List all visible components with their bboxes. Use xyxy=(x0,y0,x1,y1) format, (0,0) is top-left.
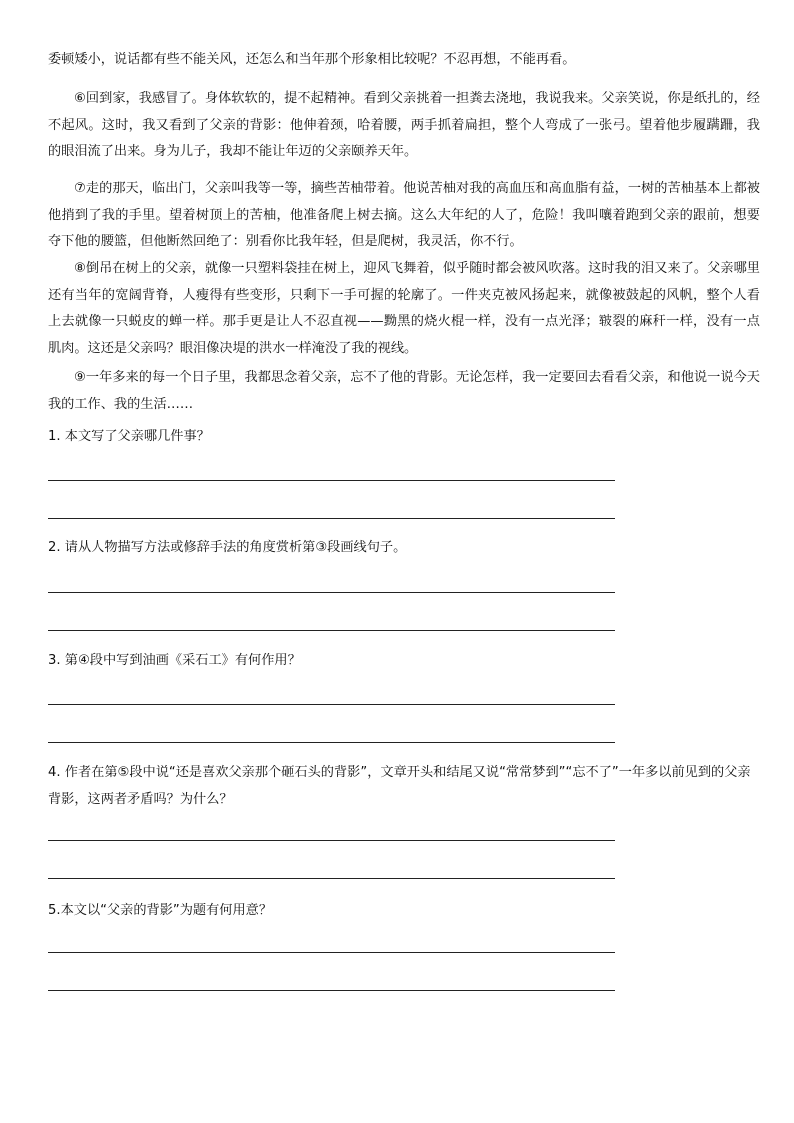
question-3: 3. 第④段中写到油画《采石工》有何作用？ xyxy=(48,653,301,668)
question-4: 4. 作者在第⑤段中说“还是喜欢父亲那个砸石头的背影”，文章开头和结尾又说“常常梦到”“忘不了”一年多以前见到的父亲背影，这两者矛盾吗？为什么？ xyxy=(48,765,751,807)
question-2: 2. 请从人物描写方法或修辞手法的角度赏析第③段画线句子。 xyxy=(48,540,407,555)
answer-line[interactable] xyxy=(48,742,615,743)
answer-line[interactable] xyxy=(48,518,615,519)
answer-line[interactable] xyxy=(48,952,615,953)
passage-paragraph-6 xyxy=(48,86,760,166)
paragraph-6-text: ⑥回到家，我感冒了。身体软软的，提不起精神。看到父亲挑着一担粪去浇地，我说我来。父亲笑说，你是纸扎的，经不起风。这时，我又看到了父亲的背影：他伸着颈，哈着腰，两手抓着扁担，整个人弯成了一张弓。望着他步履蹒跚，我的眼泪流了出来。身为儿子，我却不能让年迈的父亲颐养天年。 xyxy=(48,91,760,159)
paragraph-7-text: ⑦走的那天，临出门，父亲叫我等一等，摘些苦柚带着。他说苦柚对我的高血压和高血脂有益，一树的苦柚基本上都被他捎到了我的手里。望着树顶上的苦柚，他准备爬上树去摘。这么大年纪的人了，危险！我叫嚷着跑到父亲的跟前，想要夺下他的腰篮，但他断然回绝了：别看你比我年轻，但是爬树，我灵活，你不行。 xyxy=(48,181,760,249)
question-5: 5.本文以“父亲的背影”为题有何用意？ xyxy=(48,903,273,918)
answer-line[interactable] xyxy=(48,704,615,705)
answer-line[interactable] xyxy=(48,480,615,481)
paragraph-8-text: ⑧倒吊在树上的父亲，就像一只塑料袋挂在树上，迎风飞舞着，似乎随时都会被风吹落。这时我的泪又来了。父亲哪里还有当年的宽阔背脊，人瘦得有些变形，只剩下一手可握的轮廓了。一件夹克被风扬起来，就像被鼓起的风帆，整个人看上去就像一只蜕皮的蝉一样。那手更是让人不忍直视——黝黑的烧火棍一样，没有一点光泽；皲裂的麻秆一样，没有一点肌肉。这还是父亲吗？眼泪像决堤的洪水一样淹没了我的视线。 xyxy=(48,261,760,356)
passage-paragraph-continued: 委顿矮小，说话都有些不能关风，还怎么和当年那个形象相比较呢？不忍再想，不能再看。 xyxy=(48,52,576,67)
answer-line[interactable] xyxy=(48,840,615,841)
answer-line[interactable] xyxy=(48,630,615,631)
question-1: 1. 本文写了父亲哪几件事？ xyxy=(48,429,210,444)
passage-paragraph-9 xyxy=(48,365,760,418)
answer-line[interactable] xyxy=(48,592,615,593)
passage-paragraph-8 xyxy=(48,256,760,362)
answer-line[interactable] xyxy=(48,990,615,991)
passage-paragraph-7 xyxy=(48,176,760,256)
paragraph-9-text: ⑨一年多来的每一个日子里，我都思念着父亲，忘不了他的背影。无论怎样，我一定要回去看看父亲，和他说一说今天我的工作、我的生活…… xyxy=(48,370,760,412)
answer-line[interactable] xyxy=(48,878,615,879)
